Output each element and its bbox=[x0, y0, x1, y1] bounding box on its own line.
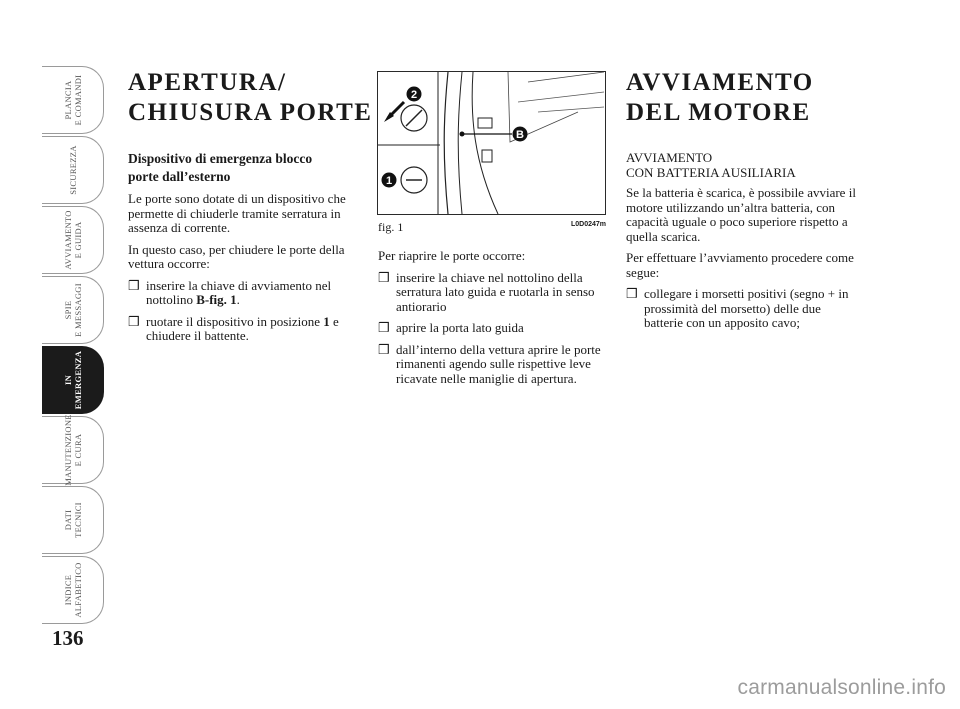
list-item bbox=[128, 315, 352, 344]
list-item-text: dall’interno della vettura aprire le porte rimanenti agendo sulle rispettive leve ricavate nelle maniglie di apertura. bbox=[396, 341, 601, 386]
paragraph: Per riaprire le porte occorre: bbox=[378, 248, 526, 263]
tab-label: MANUTENZIONE E CURA bbox=[62, 414, 83, 486]
bullet-icon: ❒ bbox=[626, 286, 638, 301]
middle-column bbox=[378, 249, 606, 393]
paragraph: Le porte sono dotate di un dispositivo che permette di chiuderle tramite serratura in assenza di corrente. bbox=[128, 191, 346, 235]
tab-manutenzione-cura[interactable] bbox=[42, 416, 104, 484]
tab-in-emergenza[interactable] bbox=[42, 346, 104, 414]
tab-label: IN EMERGENZA bbox=[62, 350, 83, 410]
list-item bbox=[378, 271, 606, 315]
bullet-icon: ❒ bbox=[378, 320, 390, 335]
figure-caption: fig. 1 bbox=[378, 220, 404, 234]
tab-label: DATI TECNICI bbox=[62, 502, 83, 538]
bullet-icon: ❒ bbox=[378, 341, 390, 357]
callout-b: B bbox=[516, 129, 524, 141]
callout-2: 2 bbox=[410, 89, 418, 101]
door-lock-illustration bbox=[378, 72, 605, 214]
list-item-text: inserire la chiave di avviamento nel nottolino bbox=[146, 277, 332, 307]
section-title-motore: AVVIAMENTO DEL MOTORE bbox=[626, 69, 814, 126]
list-item-text: aprire la porta lato guida bbox=[396, 320, 524, 335]
list-item-text: collegare i morsetti positivi (segno + in prossimità del morsetto) delle due batterie con un apposito cavo; bbox=[644, 286, 849, 330]
tab-spie-messaggi[interactable] bbox=[42, 276, 104, 344]
figure-code: L0D0247m bbox=[571, 221, 607, 228]
right-column bbox=[626, 68, 858, 338]
bullet-icon: ❒ bbox=[128, 277, 140, 293]
position-reference: 1 bbox=[323, 313, 330, 329]
tab-label: AVVIAMENTO E GUIDA bbox=[62, 210, 83, 270]
watermark: carmanualsonline.info bbox=[737, 676, 946, 699]
paragraph: In questo caso, per chiudere le porte della vettura occorre: bbox=[128, 241, 345, 271]
tab-label: SPIE E MESSAGGI bbox=[62, 283, 83, 337]
list-item-text-end: e chiudere il battente. bbox=[146, 313, 339, 343]
bullet-icon: ❒ bbox=[378, 269, 390, 285]
list-item-text: inserire la chiave nel nottolino della serratura lato guida e ruotarla in senso antiorario bbox=[396, 269, 595, 314]
paragraph: Se la batteria è scarica, è possibile avviare il motore utilizzando un’altra batteria, con capacità uguale o poco superiore rispetto a quella scarica. bbox=[626, 185, 856, 244]
tab-sicurezza[interactable] bbox=[42, 136, 104, 204]
bullet-icon: ❒ bbox=[128, 313, 140, 329]
figure-door-lock bbox=[377, 71, 606, 215]
subsection-title: Dispositivo di emergenza blocco porte dall’esterno bbox=[128, 151, 313, 184]
paragraph: Per effettuare l’avviamento procedere come segue: bbox=[626, 250, 854, 280]
list-item bbox=[626, 287, 858, 331]
tab-label: PLANCIA E COMANDI bbox=[62, 74, 83, 126]
list-item bbox=[378, 321, 606, 336]
page-number: 136 bbox=[52, 626, 84, 650]
tab-plancia-comandi[interactable] bbox=[42, 66, 104, 134]
subsection-title: AVVIAMENTO CON BATTERIA AUSILIARIA bbox=[626, 150, 796, 180]
section-title-porte: APERTURA/ CHIUSURA PORTE bbox=[128, 69, 373, 126]
tab-avviamento-guida[interactable] bbox=[42, 206, 104, 274]
tab-indice-alfabetico[interactable] bbox=[42, 556, 104, 624]
tab-label: SICUREZZA bbox=[67, 145, 78, 195]
figure-reference: B-fig. 1 bbox=[196, 292, 237, 307]
callout-1: 1 bbox=[385, 175, 393, 187]
list-item bbox=[128, 279, 352, 308]
tab-label: INDICE ALFABETICO bbox=[62, 562, 83, 618]
left-column bbox=[128, 68, 373, 351]
tab-dati-tecnici[interactable] bbox=[42, 486, 104, 554]
list-item-text: ruotare il dispositivo in posizione bbox=[146, 313, 324, 329]
list-item-text-end: . bbox=[236, 292, 240, 307]
list-item bbox=[378, 343, 606, 387]
